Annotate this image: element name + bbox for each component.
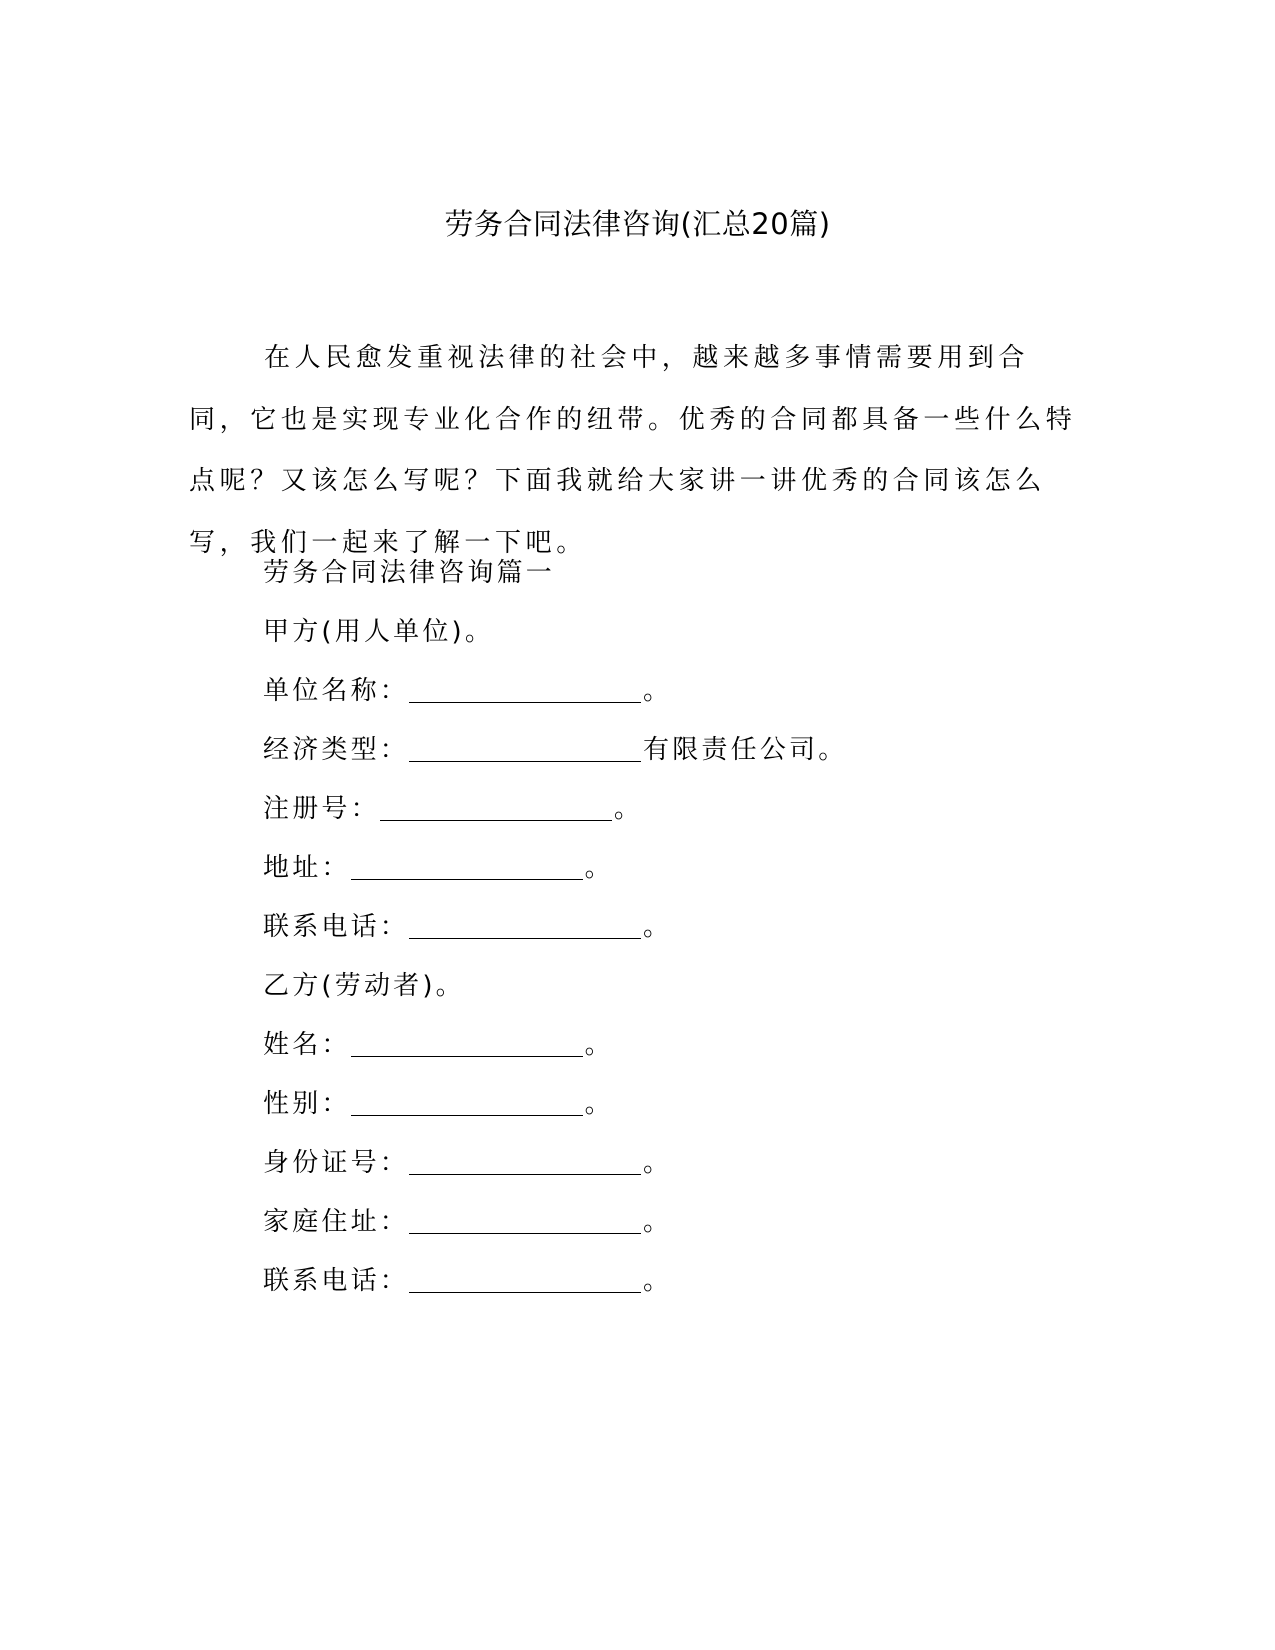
end-mark: 。 [584,1089,614,1119]
field-name [263,1025,614,1065]
field-label: 地址： [263,853,351,883]
field-suffix: 有限责任公司。 [643,735,848,765]
field-label: 联系电话： [263,912,410,942]
section-heading: 劳务合同法律咨询篇一 [263,558,556,588]
field-party-a-phone [263,907,672,947]
fill-in-blank[interactable] [409,1203,641,1234]
end-mark: 。 [643,1207,673,1237]
field-label: 家庭住址： [263,1207,410,1237]
field-address [263,848,614,888]
document-title: 劳务合同法律咨询(汇总20篇) [444,207,831,241]
field-gender [263,1084,614,1124]
fill-in-blank[interactable] [409,1262,641,1293]
field-label: 经济类型： [263,735,410,765]
field-id-number [263,1143,672,1183]
end-mark: 。 [613,794,644,824]
field-registration-no [263,789,643,829]
fill-in-blank[interactable] [380,790,612,821]
fill-in-blank[interactable] [351,1085,583,1116]
fill-in-blank[interactable] [409,908,641,939]
field-label: 注册号： [263,794,380,824]
field-label: 姓名： [263,1030,351,1060]
end-mark: 。 [584,853,614,883]
field-label: 单位名称： [263,676,410,706]
field-home-address [263,1202,672,1242]
fill-in-blank[interactable] [351,1026,583,1057]
field-unit-name [263,671,672,711]
field-label: 联系电话： [263,1266,410,1296]
party-a-heading: 甲方(用人单位)。 [263,617,495,647]
party-b-heading: 乙方(劳动者)。 [263,971,465,1001]
end-mark: 。 [643,1266,673,1296]
field-label: 身份证号： [263,1148,410,1178]
field-party-b-phone [263,1261,672,1301]
fill-in-blank[interactable] [409,1144,641,1175]
field-label: 性别： [263,1089,351,1119]
end-mark: 。 [643,676,673,706]
intro-paragraph: 在人民愈发重视法律的社会中，越来越多事情需要用到合同，它也是实现专业化合作的纽带。优秀的合同都具备一些什么特点呢？又该怎么写呢？下面我就给大家讲一讲优秀的合同该怎么写，我们一起来了解一下吧。 [189,343,1077,558]
fill-in-blank[interactable] [409,731,641,762]
end-mark: 。 [584,1030,614,1060]
fill-in-blank[interactable] [351,849,583,880]
field-economic-type [263,730,847,770]
fill-in-blank[interactable] [409,672,641,703]
end-mark: 。 [643,912,673,942]
end-mark: 。 [643,1148,673,1178]
